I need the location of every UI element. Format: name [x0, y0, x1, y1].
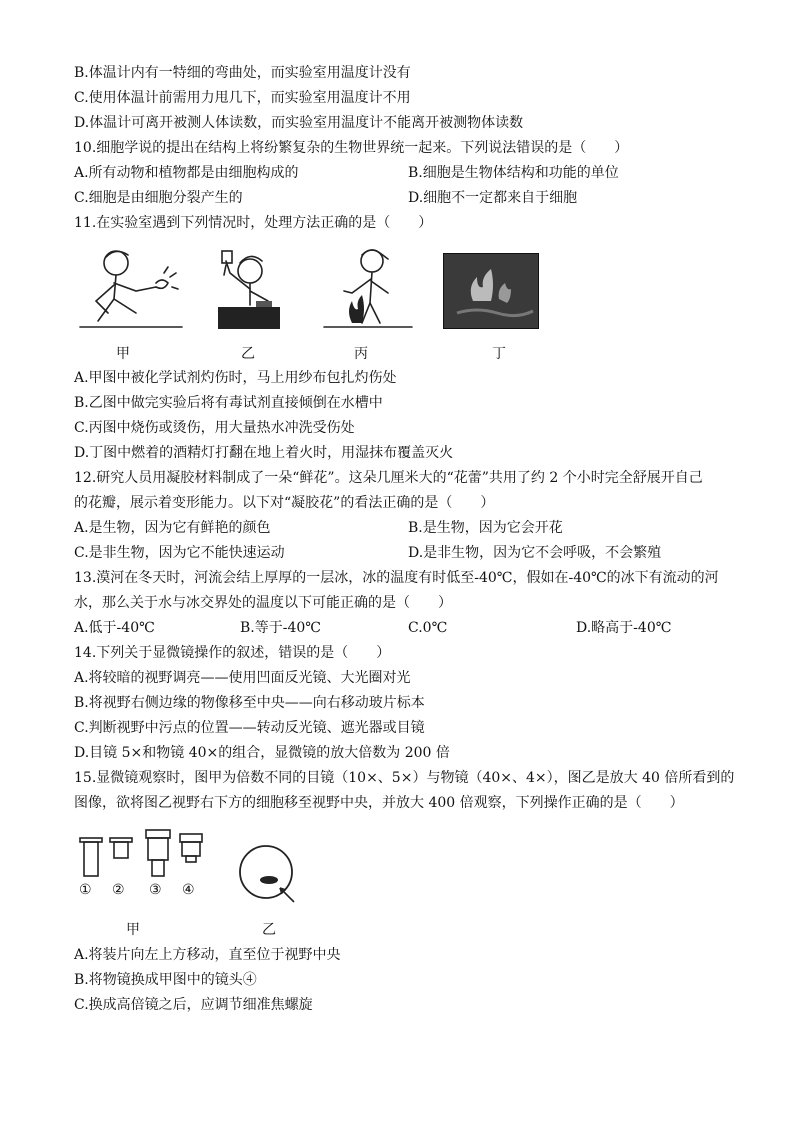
q15-stem-line1: 15.显微镜观察时，图甲为倍数不同的目镜（10×、5×）与物镜（40×、4×），图乙是放大 40 倍所看到的	[74, 770, 735, 786]
q13-option-c: C.0℃	[408, 620, 448, 636]
q14-option-c: C.判断视野中污点的位置——转动反光镜、遮光器或目镜	[74, 720, 425, 736]
lens-label-2: ②	[112, 882, 125, 898]
figure-lenses-jia	[76, 826, 216, 902]
q12-option-a: A.是生物，因为它有鲜艳的颜色	[74, 520, 271, 536]
q9-option-d: D.体温计可离开被测人体读数，而实验室用温度计不能离开被测物体读数	[74, 115, 524, 131]
q9-option-c: C.使用体温计前需用力甩几下，而实验室用温度计不用	[74, 90, 411, 106]
q15-stem-line2: 图像，欲将图乙视野右下方的细胞移至视野中央，并放大 400 倍观察，下列操作正确的是（ ）	[74, 795, 684, 811]
q14-stem: 14.下列关于显微镜操作的叙述，错误的是（ ）	[74, 645, 391, 661]
q13-option-a: A.低于-40℃	[74, 620, 155, 636]
q12-option-c: C.是非生物，因为它不能快速运动	[74, 545, 285, 561]
figure-jia-burn-illustration	[76, 243, 186, 331]
q13-stem-line2: 水，那么关于水与冰交界处的温度以下可能正确的是（ ）	[74, 595, 452, 611]
figure-caption-bing: 丙	[354, 346, 368, 362]
q15-option-b: B.将物镜换成甲图中的镜头④	[74, 972, 257, 988]
q12-stem-line2: 的花瓣，展示着变形能力。以下对“凝胶花”的看法正确的是（ ）	[74, 495, 495, 511]
q10-option-c: C.细胞是由细胞分裂产生的	[74, 190, 243, 206]
q14-option-d: D.目镜 5×和物镜 40×的组合，显微镜的放大倍数为 200 倍	[74, 745, 450, 761]
q11-option-a: A.甲图中被化学试剂灼伤时，马上用纱布包扎灼伤处	[74, 370, 397, 386]
q13-option-b: B.等于-40℃	[240, 620, 321, 636]
q11-option-b: B.乙图中做完实验后将有毒试剂直接倾倒在水槽中	[74, 395, 383, 411]
lens-label-4: ④	[182, 882, 195, 898]
figure-caption-jia: 甲	[116, 346, 130, 362]
lens-label-1: ①	[79, 882, 92, 898]
q10-option-b: B.细胞是生物体结构和功能的单位	[408, 165, 619, 181]
q11-option-c: C.丙图中烧伤或烫伤，用大量热水冲洗受伤处	[74, 420, 355, 436]
figure-caption-ding: 丁	[492, 346, 506, 362]
q10-option-d: D.细胞不一定都来自于细胞	[408, 190, 578, 206]
figure-caption-yi: 乙	[241, 346, 255, 362]
q12-option-b: B.是生物，因为它会开花	[408, 520, 563, 536]
q14-option-a: A.将较暗的视野调亮——使用凹面反光镜、大光圈对光	[74, 670, 411, 686]
q10-stem: 10.细胞学说的提出在结构上将纷繁复杂的生物世界统一起来。下列说法错误的是（ ）	[74, 140, 629, 156]
q15-option-c: C.换成高倍镜之后，应调节细准焦螺旋	[74, 997, 313, 1013]
q14-option-b: B.将视野右侧边缘的物像移至中央——向右移动玻片标本	[74, 695, 425, 711]
figure-caption-jia-lenses: 甲	[126, 922, 140, 938]
q10-option-a: A.所有动物和植物都是由细胞构成的	[74, 165, 299, 181]
lens-label-3: ③	[149, 882, 162, 898]
figure-caption-yi-view: 乙	[262, 922, 276, 938]
q9-option-b: B.体温计内有一特细的弯曲处，而实验室用温度计没有	[74, 65, 411, 81]
q15-option-a: A.将装片向左上方移动，直至位于视野中央	[74, 947, 341, 963]
q13-option-d: D.略高于-40℃	[576, 620, 672, 636]
figure-yi-pouring-illustration	[216, 243, 282, 331]
q13-stem-line1: 13.漠河在冬天时，河流会结上厚厚的一层冰，冰的温度有时低至-40℃，假如在-40℃的冰下有流动的河	[74, 570, 719, 586]
q12-option-d: D.是非生物，因为它不会呼吸，不会繁殖	[408, 545, 662, 561]
q12-stem-line1: 12.研究人员用凝胶材料制成了一朵“鲜花”。这朵几厘米大的“花蕾”共用了约 2 个小时完全舒展开自己	[74, 470, 703, 486]
figure-ding-fire-photo	[443, 253, 539, 329]
q11-option-d: D.丁图中燃着的酒精灯打翻在地上着火时，用湿抹布覆盖灭火	[74, 445, 454, 461]
figure-bing-flame-illustration	[322, 243, 414, 331]
q11-stem: 11.在实验室遇到下列情况时，处理方法正确的是（ ）	[74, 215, 433, 231]
figure-field-of-view-yi	[238, 844, 300, 908]
